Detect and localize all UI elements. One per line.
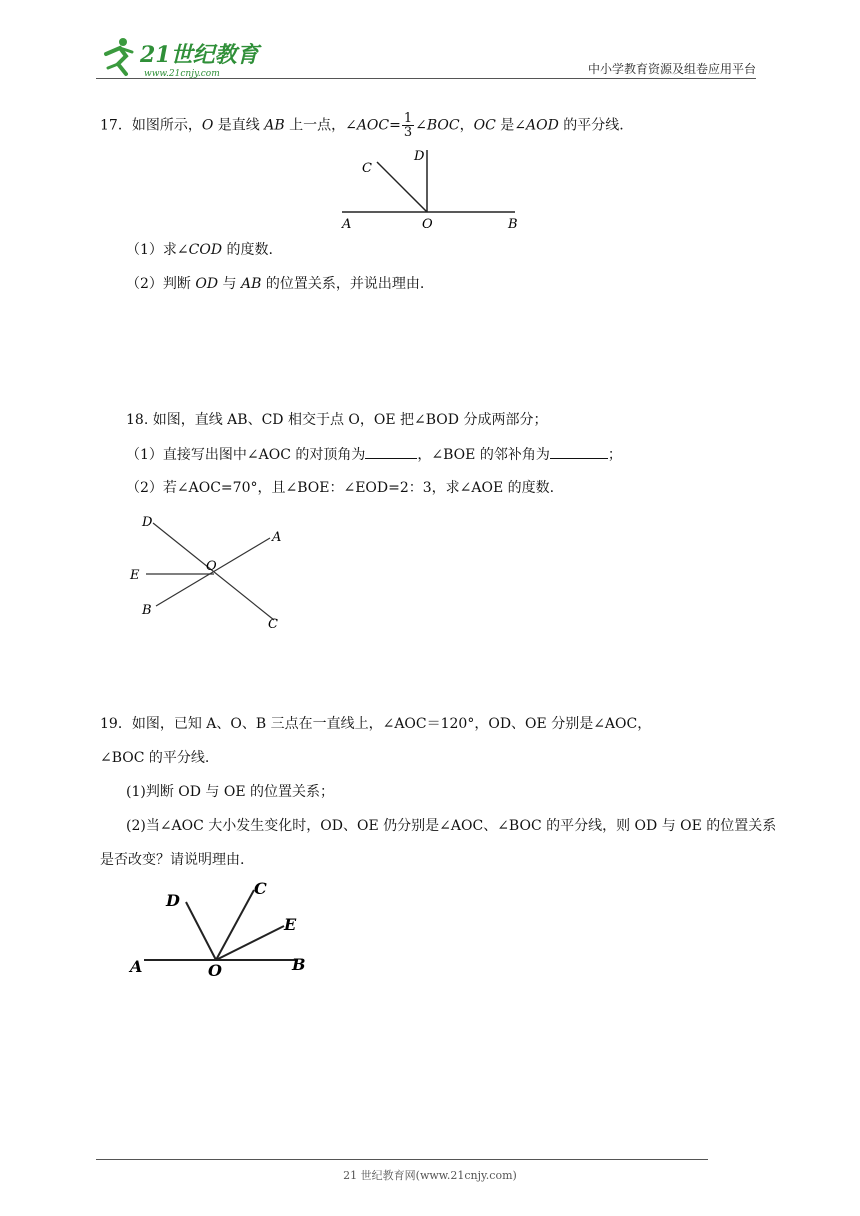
q18-stem: 18. 如图，直线 AB、CD 相交于点 O，OE 把∠BOD 分成两部分； (126, 412, 548, 428)
q19-stem-line1: 19．如图，已知 A、O、B 三点在一直线上，∠AOC＝120°，OD、OE 分别是∠AOC， (100, 716, 652, 732)
site-logo (96, 34, 296, 82)
answer-blank-1[interactable] (365, 444, 417, 459)
answer-blank-2[interactable] (550, 444, 608, 459)
label-b: B (292, 955, 306, 974)
label-d: D (166, 891, 180, 910)
label-c: C (254, 879, 267, 898)
label-e: E (130, 568, 140, 583)
label-a: A (272, 530, 282, 545)
header-divider (96, 78, 756, 79)
label-b: B (508, 217, 518, 232)
label-b: B (142, 603, 152, 618)
fraction-one-third: $\frac{1}{3}$ (403, 111, 413, 140)
ray-od (186, 902, 216, 960)
q19-stem-line2: ∠BOC 的平分线. (100, 750, 210, 766)
ray-oc (377, 162, 427, 212)
q19-part1: (1)判断 OD 与 OE 的位置关系； (126, 784, 335, 800)
q17-part1: （1）求∠COD 的度数. (126, 242, 273, 258)
q19-figure (126, 874, 316, 984)
label-a: A (130, 957, 143, 976)
q17-stem: 17．如图所示，O 是直线 AB 上一点，∠AOC= $\frac{1}{3}$ ∠BOC，OC 是∠AOD 的平分线. (100, 111, 624, 140)
q17-figure (330, 140, 530, 236)
q18-part1: （1）直接写出图中∠AOC 的对顶角为 ，∠BOE 的邻补角为 ； (126, 444, 622, 465)
label-c: C (268, 617, 278, 632)
label-o: O (206, 559, 217, 574)
label-o: O (208, 961, 222, 980)
label-a: A (342, 217, 352, 232)
logo-text: 21世纪教育 (140, 42, 259, 68)
q19-part2-line2: 是否改变？请说明理由. (100, 852, 245, 868)
runner-icon (106, 38, 132, 74)
footer-text: 21 世纪教育网(www.21cnjy.com) (343, 1169, 517, 1182)
q17-part2: （2）判断 OD 与 AB 的位置关系，并说出理由. (126, 276, 425, 292)
q18-part2: （2）若∠AOC=70°，且∠BOE：∠EOD=2：3，求∠AOE 的度数. (126, 480, 555, 496)
label-d: D (414, 149, 425, 164)
label-c: C (362, 161, 372, 176)
q18-figure (126, 508, 296, 633)
q19-part2-line1: (2)当∠AOC 大小发生变化时，OD、OE 仍分别是∠AOC、∠BOC 的平分线，则 OD 与 OE 的位置关系 (126, 818, 777, 834)
label-e: E (284, 915, 297, 934)
label-d: D (142, 515, 153, 530)
platform-title: 中小学教育资源及组卷应用平台 (587, 62, 756, 76)
label-o: O (422, 217, 433, 232)
logo-url: www.21cnjy.com (144, 69, 220, 79)
footer-divider (96, 1159, 708, 1160)
